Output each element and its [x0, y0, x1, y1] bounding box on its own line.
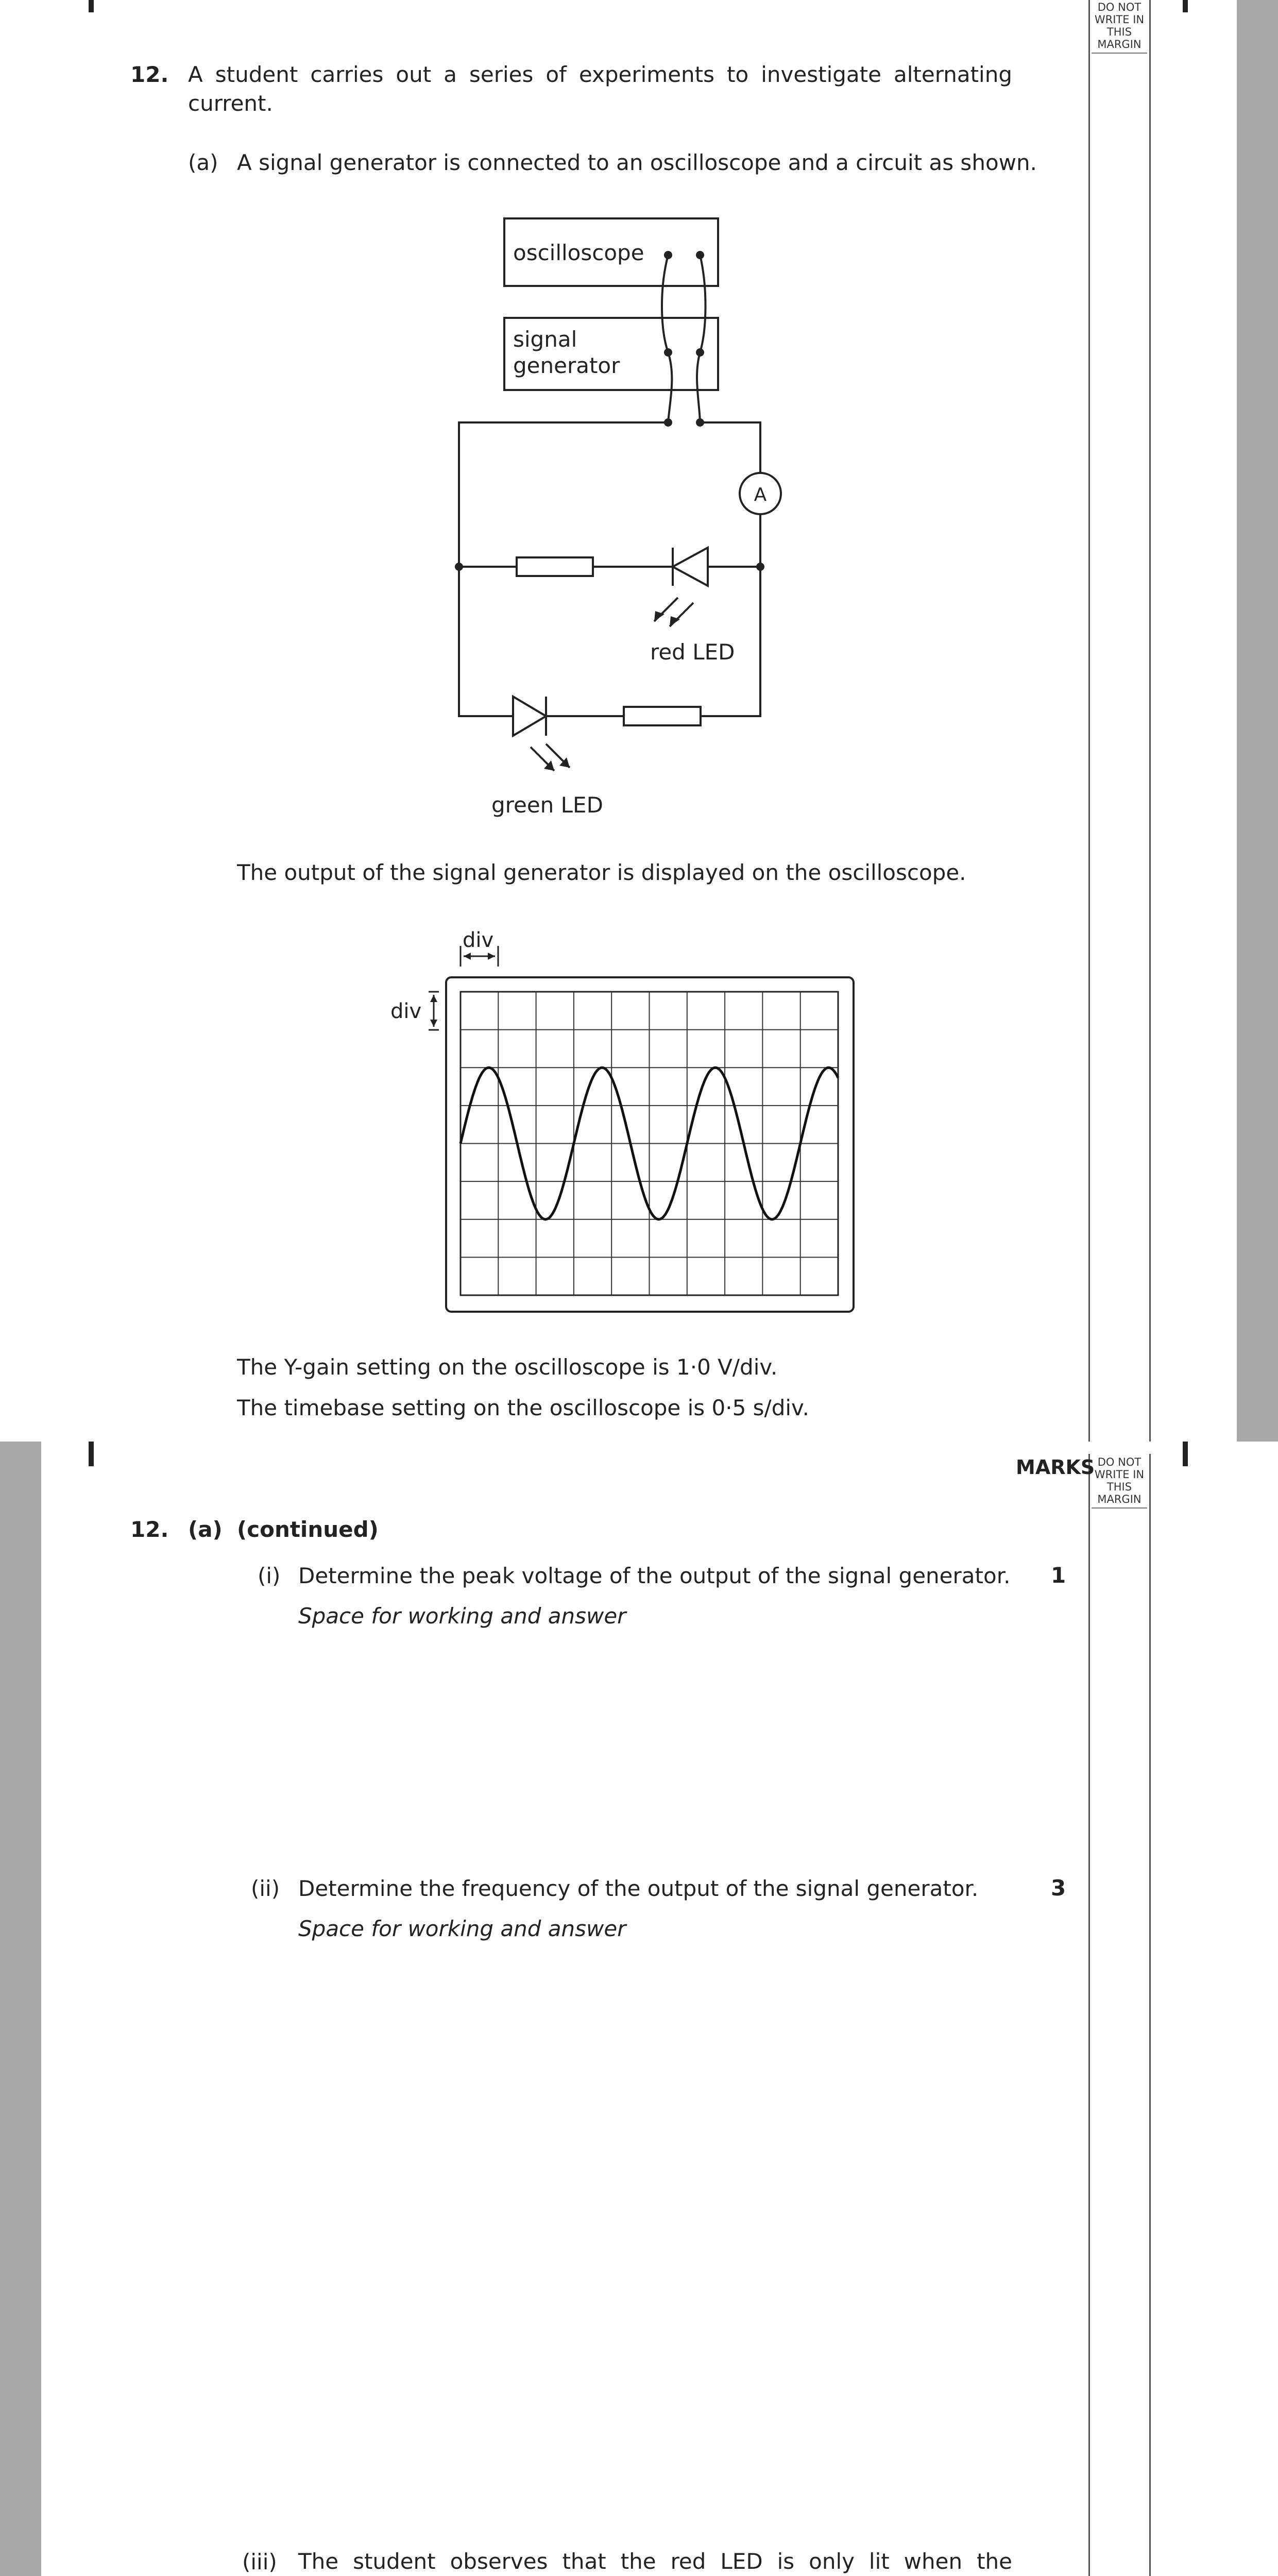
margin-line: [1149, 0, 1151, 1442]
page-edge-strip: [0, 1442, 41, 2576]
output-text: The output of the signal generator is displayed on the oscilloscope.: [237, 860, 966, 885]
page-edge-strip: [1237, 0, 1278, 1442]
crop-mark: [89, 1442, 94, 1466]
margin-note: DO NOT WRITE IN THIS MARGIN: [1092, 1, 1147, 54]
ygain-text: The Y-gain setting on the oscilloscope is 1·0 V/div.: [237, 1354, 778, 1380]
circuit-diagram-1: [412, 206, 824, 835]
marks-header: MARKS: [1016, 1456, 1095, 1479]
working-space-label: Space for working and answer: [298, 1916, 626, 1941]
signal-generator-label: generator: [513, 353, 620, 378]
answer-space[interactable]: [298, 1953, 1045, 2519]
margin-line: [1149, 1454, 1151, 2576]
margin-line: [1088, 1454, 1090, 2576]
crop-mark: [1183, 0, 1188, 12]
wire: [700, 422, 760, 473]
part-a-text: A signal generator is connected to an oscilloscope and a circuit as shown.: [237, 150, 1037, 175]
oscilloscope-screen: [381, 922, 865, 1319]
signal-generator-label: signal: [513, 327, 577, 352]
subpart-iii-label: (iii): [242, 2549, 277, 2574]
question-number: 12.: [130, 1517, 169, 1542]
red-led-label: red LED: [650, 639, 735, 665]
marks-value: 3: [1051, 1875, 1066, 1901]
part-a-label: (a): [188, 150, 218, 175]
resistor-2: [624, 707, 701, 725]
div-label-x: div: [463, 928, 494, 952]
green-led-symbol: [513, 697, 546, 736]
resistor-1: [517, 557, 593, 576]
subpart-ii-text: Determine the frequency of the output of the signal generator.: [298, 1876, 979, 1901]
question-intro: A student carries out a series of experiments to investigate alternating current.: [188, 62, 1012, 116]
marks-value: 1: [1051, 1563, 1066, 1588]
continued-label: (continued): [237, 1517, 379, 1542]
part-label: (a): [188, 1517, 223, 1542]
wire: [459, 422, 668, 716]
green-led-label: green LED: [491, 792, 603, 818]
margin-line: [1088, 0, 1090, 1442]
timebase-text: The timebase setting on the oscilloscope is 0·5 s/div.: [237, 1395, 809, 1420]
ammeter-label: A: [754, 484, 767, 505]
oscilloscope-label: oscilloscope: [513, 240, 644, 265]
answer-space[interactable]: [298, 1638, 1045, 1844]
question-number: 12.: [130, 62, 169, 87]
subpart-i-text: Determine the peak voltage of the output of the signal generator.: [298, 1563, 1011, 1588]
subpart-i-label: (i): [258, 1563, 281, 1588]
crop-mark: [1183, 1442, 1188, 1466]
lead-right: [697, 255, 706, 422]
div-label-y: div: [390, 999, 422, 1023]
wire: [701, 514, 760, 716]
red-led-symbol: [673, 548, 708, 586]
margin-note: DO NOT WRITE IN THIS MARGIN: [1092, 1456, 1147, 1509]
subpart-iii-text: The student observes that the red LED is only lit when the: [298, 2549, 1012, 2574]
crop-mark: [89, 0, 94, 12]
lead-left: [662, 255, 672, 422]
subpart-ii-label: (ii): [251, 1876, 280, 1901]
working-space-label: Space for working and answer: [298, 1603, 626, 1629]
